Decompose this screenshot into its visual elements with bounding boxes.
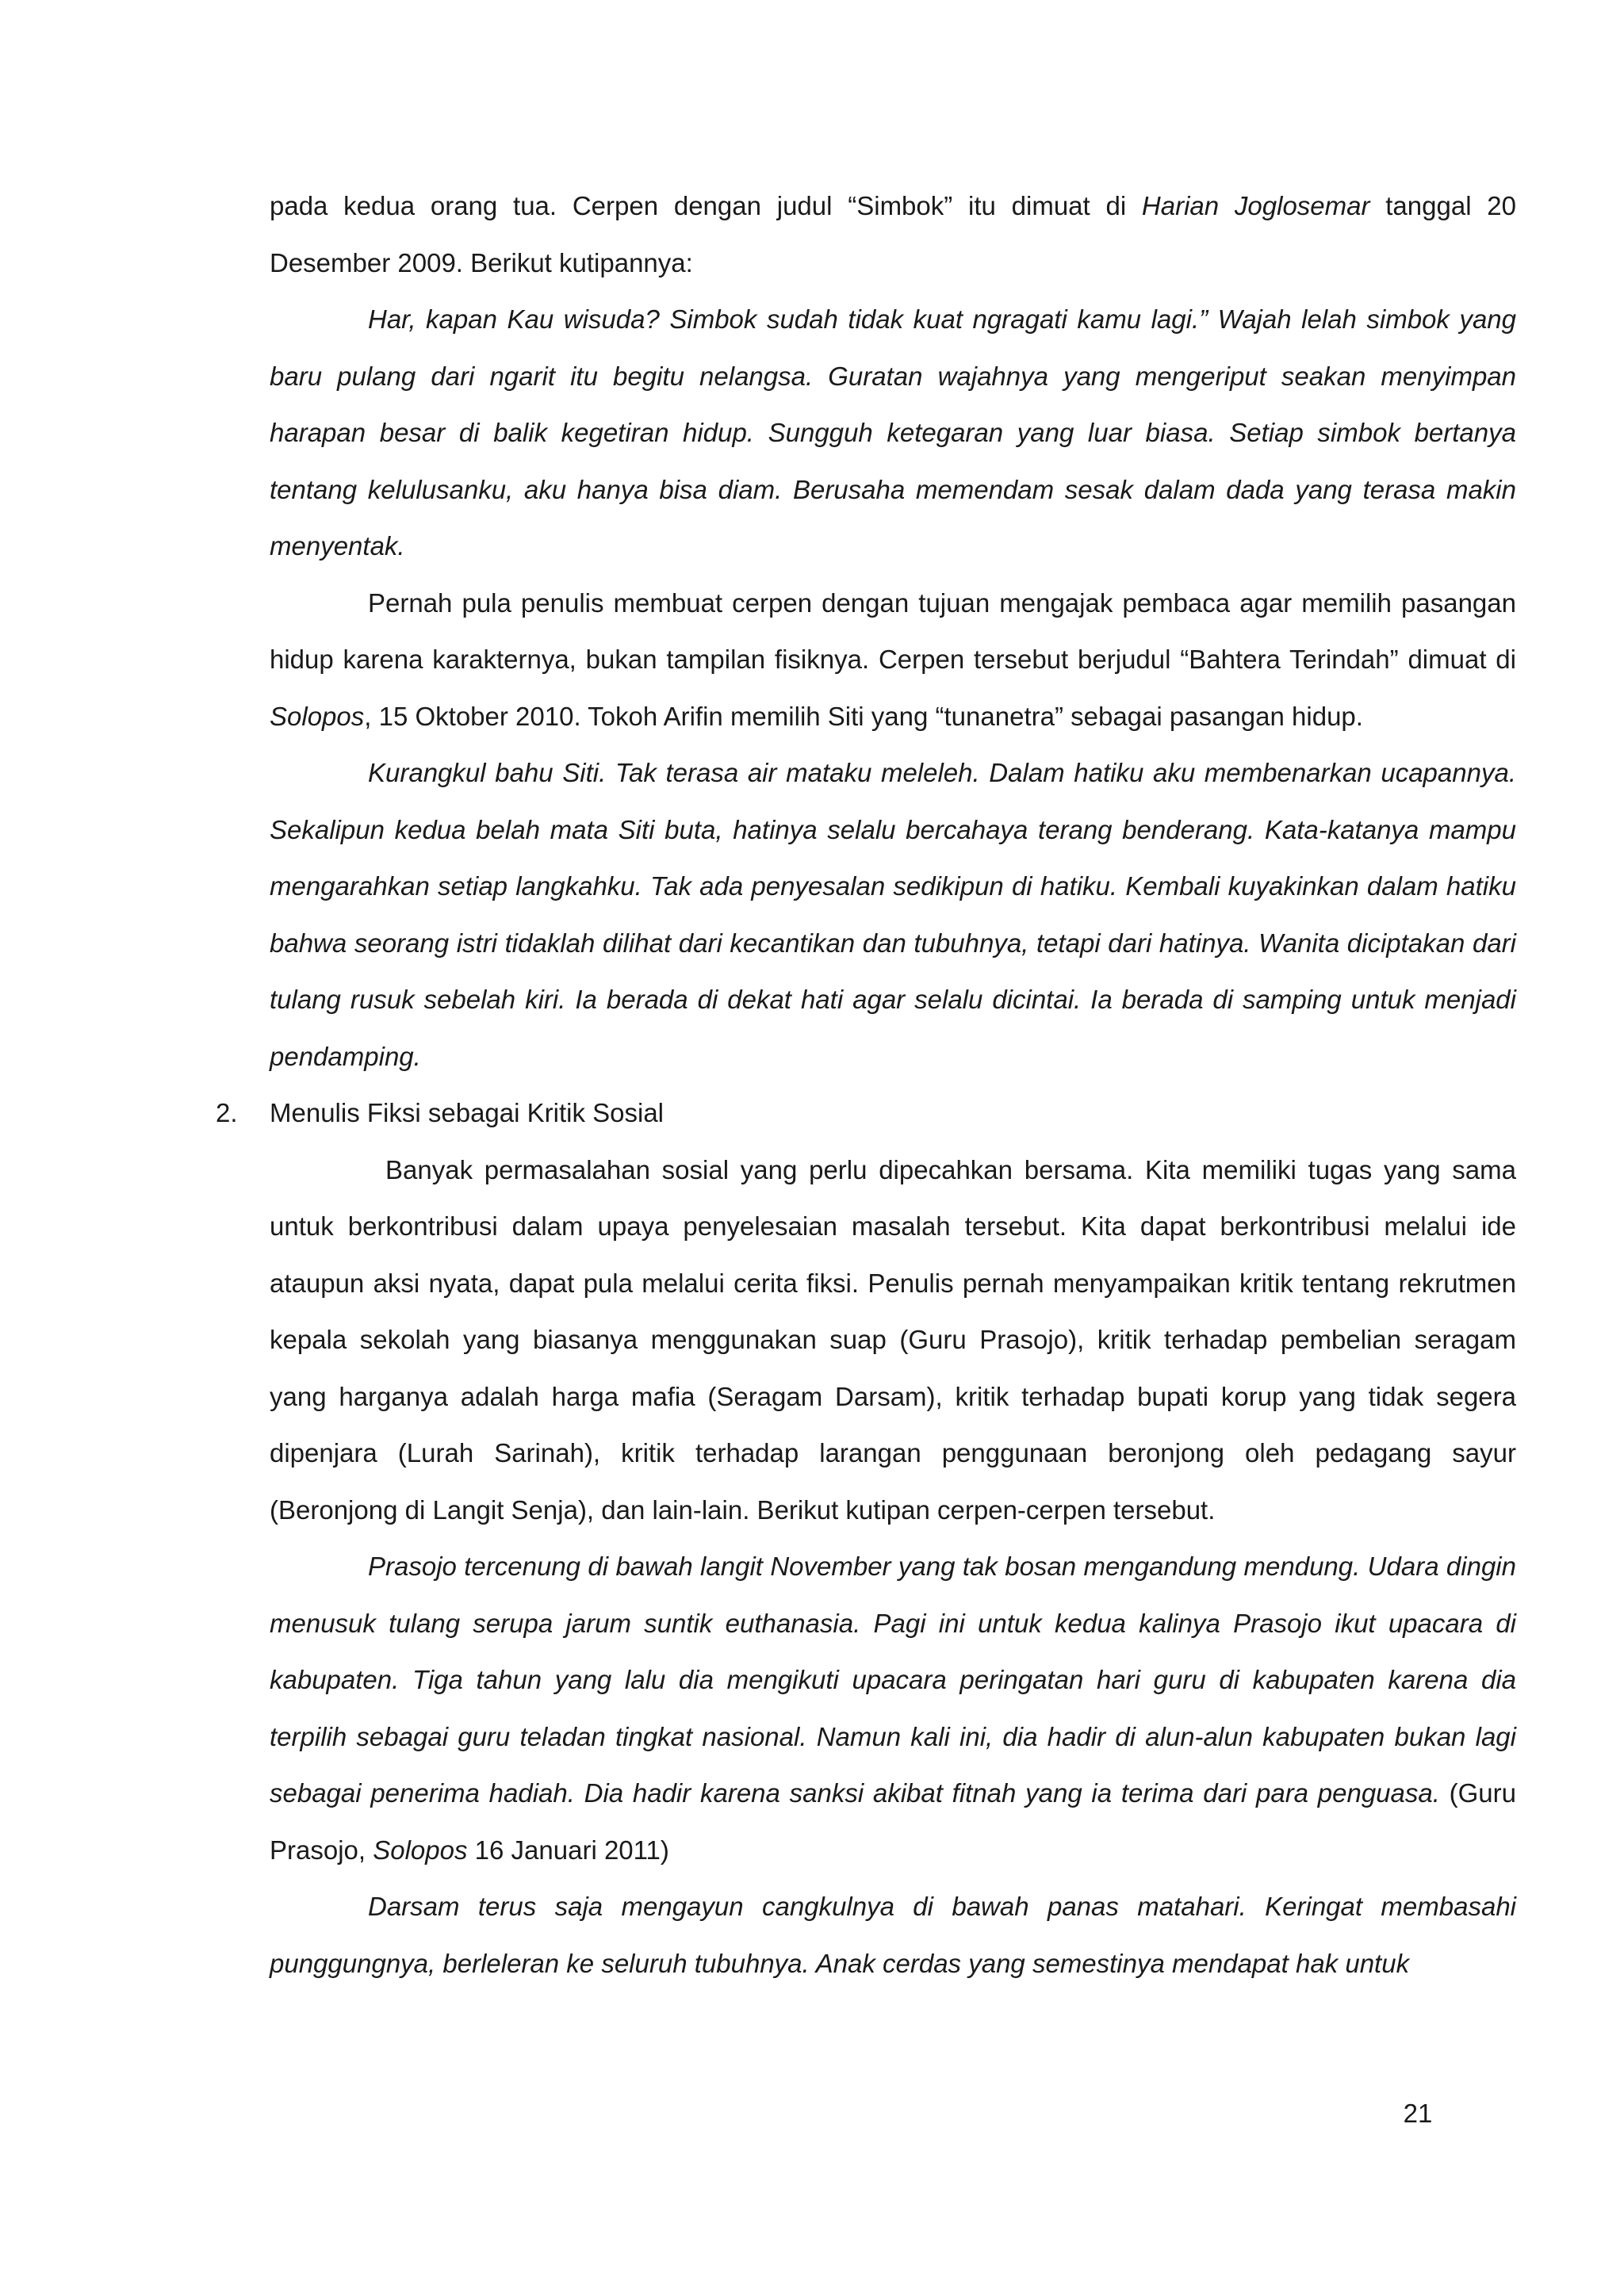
newspaper-name: Harian Joglosemar (1141, 191, 1370, 220)
newspaper-name: Solopos (270, 701, 365, 731)
paragraph-simbok-intro (270, 178, 1516, 291)
text-run: Pernah pula penulis membuat cerpen dengan tujuan mengajak pembaca agar memilih pasangan hidup karena karakternya, bukan tampilan fisiknya. Cerpen tersebut berjudul “Bahtera Terindah” dimuat di (270, 587, 1516, 674)
text-run: tanggal 20 Desember 2009. Berikut kutipannya: (270, 191, 1516, 277)
text-run: , 15 Oktober 2010. Tokoh Arifin memilih Siti yang “tunanetra” sebagai pasangan hidup. (364, 701, 1363, 731)
text-run: pada kedua orang tua. Cerpen dengan judul “Simbok” itu dimuat di (270, 191, 1142, 220)
list-item-kritik-sosial (216, 1085, 1516, 1142)
quote-guru-prasojo (270, 1538, 1516, 1878)
newspaper-name: Solopos (373, 1835, 468, 1865)
citation: (Guru Prasojo, (270, 1778, 1516, 1865)
paragraph-kritik-sosial: Banyak permasalahan sosial yang perlu dipecahkan bersama. Kita memiliki tugas yang sama untuk berkontribusi dalam upaya penyelesaian masalah tersebut. Kita dapat berkontribusi melalui ide ataupun aksi nyata, dapat pula melalui cerita fiksi. Penulis pernah menyampaikan kritik tentang rekrutmen kepala sekolah yang biasanya menggunakan suap (Guru Prasojo), kritik terhadap pembelian seragam yang harganya adalah harga mafia (Seragam Darsam), kritik terhadap bupati korup yang tidak segera dipenjara (Lurah Sarinah), kritik terhadap larangan penggunaan beronjong oleh pedagang sayur (Beronjong di Langit Senja), dan lain-lain. Berikut kutipan cerpen-cerpen tersebut. (270, 1154, 1516, 1525)
quote-simbok: Har, kapan Kau wisuda? Simbok sudah tidak kuat ngragati kamu lagi.” Wajah lelah simbok yang baru pulang dari ngarit itu begitu nelangsa. Guratan wajahnya yang mengeriput seakan menyimpan harapan besar di balik kegetiran hidup. Sungguh ketegaran yang luar biasa. Setiap simbok bertanya tentang kelulusanku, aku hanya bisa diam. Berusaha memendam sesak dalam dada yang terasa makin menyentak. (270, 304, 1516, 561)
quote-text: Prasojo tercenung di bawah langit November yang tak bosan mengandung mendung. Udara dingin menusuk tulang serupa jarum suntik euthanasia. Pagi ini untuk kedua kalinya Prasojo ikut upacara di kabupaten. Tiga tahun yang lalu dia mengikuti upacara peringatan hari guru di kabupaten karena dia terpilih sebagai guru teladan tingkat nasional. Namun kali ini, dia hadir di alun-alun kabupaten bukan lagi sebagai penerima hadiah. Dia hadir karena sanksi akibat fitnah yang ia terima dari para penguasa. (270, 1552, 1516, 1808)
quote-bahtera: Kurangkul bahu Siti. Tak terasa air mataku meleleh. Dalam hatiku aku membenarkan ucapannya. Sekalipun kedua belah mata Siti buta, hatinya selalu bercahaya terang benderang. Kata-katanya mampu mengarahkan setiap langkahku. Tak ada penyesalan sedikipun di hatiku. Kembali kuyakinkan dalam hatiku bahwa seorang istri tidaklah dilihat dari kecantikan dan tubuhnya, tetapi dari hatinya. Wanita diciptakan dari tulang rusuk sebelah kiri. Ia berada di dekat hati agar selalu dicintai. Ia berada di samping untuk menjadi pendamping. (270, 758, 1516, 1071)
citation-date: 16 Januari 2011) (467, 1835, 669, 1865)
quote-darsam: Darsam terus saja mengayun cangkulnya di bawah panas matahari. Keringat membasahi punggungnya, berleleran ke seluruh tubuhnya. Anak cerdas yang semestinya mendapat hak untuk (270, 1892, 1516, 1978)
paragraph-bahtera-intro (270, 575, 1516, 745)
page-body (216, 178, 1516, 1992)
list-number: 2. (216, 1098, 238, 1127)
section-heading: Menulis Fiksi sebagai Kritik Sosial (270, 1098, 665, 1127)
page-number: 21 (1403, 2099, 1433, 2128)
